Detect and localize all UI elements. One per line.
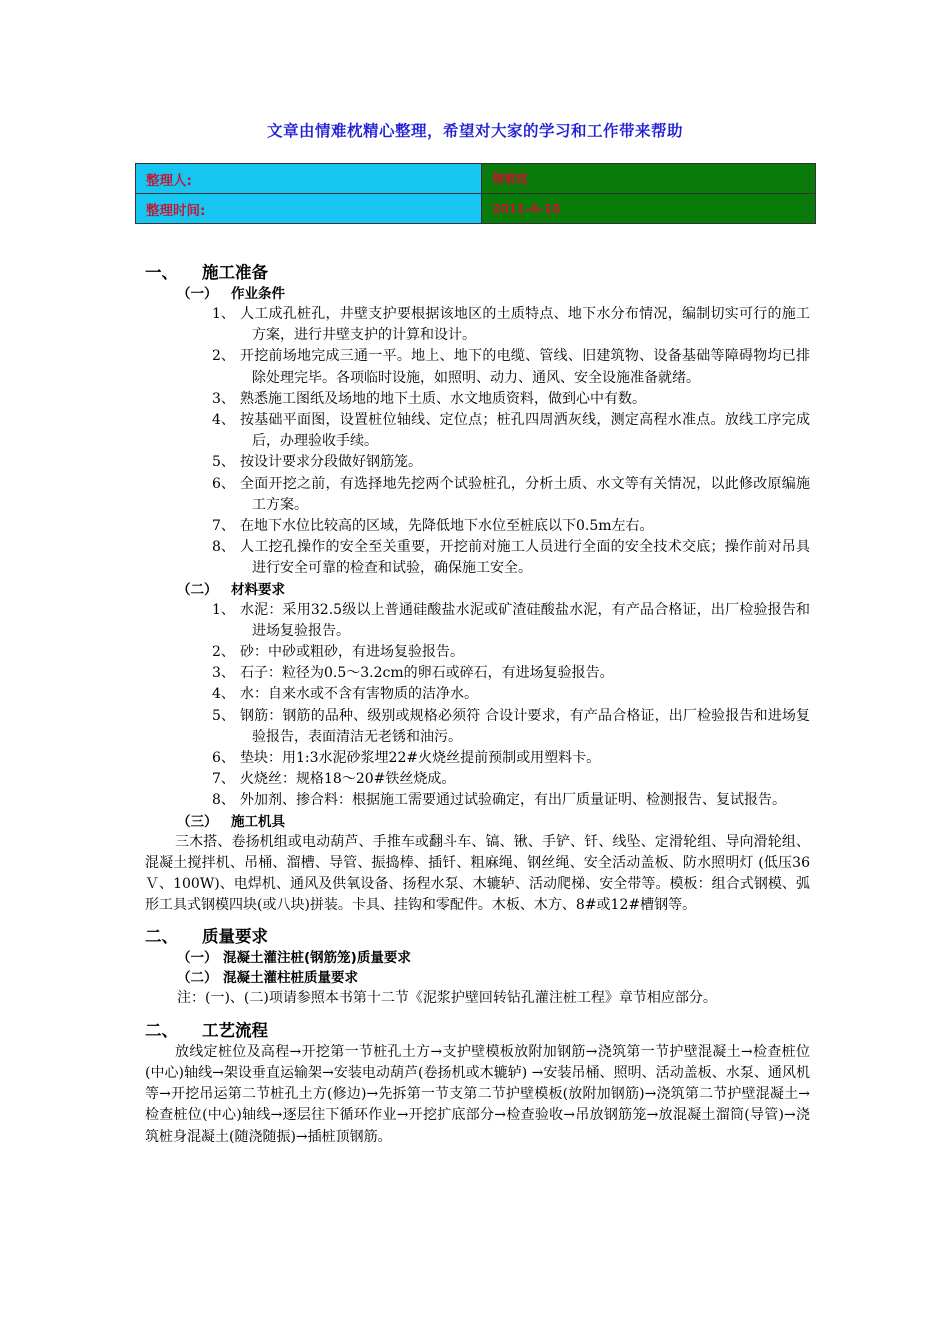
list-item [145,389,810,410]
subsection-heading-work-conditions [145,284,810,304]
item-text: 在地下水位比较高的区域，先降低地下水位至桩底以下0.5m左右。 [240,518,654,535]
item-number: 6、 [212,750,235,767]
date-value: 2011-4-10 [482,194,816,224]
section-number: 一、 [145,263,178,282]
subsection-number: （一） [177,950,218,967]
date-label: 整理时间: [136,194,482,224]
section-heading-construction-prep [145,262,810,284]
subsection-title: 材料要求 [231,581,285,598]
item-number: 2、 [212,348,235,365]
item-text: 火烧丝：规格18～20#铁丝烧成。 [240,771,456,788]
item-text: 开挖前场地完成三通一平。地上、地下的电缆、管线、旧建筑物、设备基础等障碍物均已排除处理完毕。各项临时设施，如照明、动力、通风、安全设施准备就绪。 [240,348,810,386]
list-item [145,537,810,579]
quality-note: 注：(一)、(二)项请参照本书第十二节《泥浆护壁回转钻孔灌注桩工程》章节相应部分。 [177,990,717,1007]
organizer-label: 整理人: [136,164,482,194]
list-item [145,410,810,452]
list-item [145,769,810,790]
item-number: 2、 [212,644,235,661]
list-item [145,663,810,684]
item-text: 水泥：采用32.5级以上普通硅酸盐水泥或矿渣硅酸盐水泥，有产品合格证，出厂检验报告和进场复验报告。 [240,601,810,639]
item-number: 4、 [212,412,235,429]
section-number: 二、 [145,927,178,947]
table-row [136,164,816,194]
info-table [135,163,816,224]
work-conditions-list [145,304,810,580]
item-number: 8、 [212,539,235,556]
section-title: 施工准备 [202,263,268,282]
item-number: 4、 [212,686,235,703]
subsection-title: 混凝土灌柱桩质量要求 [223,970,358,987]
list-item [145,790,810,811]
item-number: 6、 [212,475,235,492]
subsection-heading-pile-quality [145,968,810,988]
subsection-heading-material-requirements [145,580,810,600]
subsection-number: （一） [177,286,218,302]
subsection-title: 混凝土灌注桩(钢筋笼)质量要求 [223,950,411,967]
subsection-heading-equipment [145,812,810,832]
section-heading-quality [145,926,810,948]
item-number: 3、 [212,665,235,682]
item-number: 1、 [212,306,235,322]
list-item [145,516,810,537]
item-text: 人工挖孔操作的安全至关重要，开挖前对施工人员进行全面的安全技术交底；操作前对吊具进行安全可靠的检查和试验，确保施工安全。 [240,539,810,577]
list-item [145,346,810,388]
item-text: 熟悉施工图纸及场地的地下土质、水文地质资料，做到心中有数。 [240,390,646,407]
list-item [145,304,810,346]
banner-text: 文章由情难枕精心整理，希望对大家的学习和工作带来帮助 [266,122,683,140]
subsection-heading-pile-cage-quality [145,948,810,968]
item-text: 人工成孔桩孔，井壁支护要根据该地区的土质特点、地下水分布情况，编制切实可行的施工方案，进行井壁支护的计算和设计。 [240,306,810,344]
list-item [145,706,810,748]
item-text: 按设计要求分段做好钢筋笼。 [240,454,422,471]
item-number: 5、 [212,454,235,471]
list-item [145,642,810,663]
material-requirements-list [145,600,810,812]
list-item [145,684,810,705]
subsection-title: 作业条件 [231,286,285,302]
table-row [136,194,816,224]
list-item [145,474,810,516]
subsection-number: （二） [177,581,218,598]
subsection-number: （三） [177,813,218,830]
list-item [145,748,810,769]
equipment-paragraph: 三木搭、卷扬机组或电动葫芦、手推车或翻斗车、镐、锹、手铲、钎、线坠、定滑轮组、导向滑轮组、混凝土搅拌机、吊桶、溜槽、导管、振捣棒、插钎、粗麻绳、钢丝绳、安全活动盖板、防水照明灯 (低压36Ｖ、100W)、电焊机、通风及供氧设备、扬程水泵、木辘轳、活动爬梯、安全带等。模板：组合式钢模、弧形工具式钢模四块(或八块)拼装。卡具、挂钩和零配件。木板、木方、8#或12#槽钢等。 [145,833,810,914]
item-number: 5、 [212,707,235,724]
item-text: 外加剂、掺合料：根据施工需要通过试验确定，有出厂质量证明、检测报告、复试报告。 [240,792,786,809]
item-text: 水：自来水或不含有害物质的洁净水。 [240,686,478,703]
organizer-value: 情难枕 [482,164,816,194]
item-number: 3、 [212,390,235,407]
item-number: 8、 [212,792,235,809]
section-number: 二、 [145,1020,178,1040]
item-text: 砂：中砂或粗砂，有进场复验报告。 [240,644,464,661]
section-title: 工艺流程 [202,1020,268,1040]
subsection-title: 施工机具 [231,813,285,830]
item-number: 7、 [212,771,235,788]
item-text: 按基础平面图，设置桩位轴线、定位点；桩孔四周洒灰线，测定高程水准点。放线工序完成后，办理验收手续。 [240,412,810,450]
list-item [145,452,810,473]
section-title: 质量要求 [202,927,268,947]
item-text: 石子：粒径为0.5～3.2cm的卵石或碎石，有进场复验报告。 [240,665,614,682]
item-text: 钢筋：钢筋的品种、级别或规格必须符 合设计要求，有产品合格证，出厂检验报告和进场复验报告，表面清洁无老锈和油污。 [240,707,810,745]
document-body [145,262,810,1148]
section-heading-process-flow [145,1020,810,1042]
item-text: 垫块：用1:3水泥砂浆埋22#火烧丝提前预制或用塑料卡。 [240,750,601,767]
item-number: 1、 [212,601,235,618]
process-flow-paragraph: 放线定桩位及高程→开挖第一节桩孔土方→支护壁模板放附加钢筋→浇筑第一节护壁混凝土→检查桩位(中心)轴线→架设垂直运输架→安装电动葫芦(卷扬机或木辘轳) →安装吊桶、照明、活动盖板、水泵、通风机等→开挖吊运第二节桩孔土方(修边)→先拆第一节支第二节护壁模板(放附加钢筋)→浇筑第二节护壁混凝土→检查桩位(中心)轴线→逐层往下循环作业→开挖扩底部分→检查验收→吊放钢筋笼→放混凝土溜筒(导管)→浇筑桩身混凝土(随浇随振)→插桩顶钢筋。 [145,1043,810,1145]
subsection-number: （二） [177,970,218,987]
item-text: 全面开挖之前，有选择地先挖两个试验桩孔，分析土质、水文等有关情况，以此修改原编施工方案。 [240,475,810,513]
item-number: 7、 [212,518,235,535]
list-item [145,600,810,642]
